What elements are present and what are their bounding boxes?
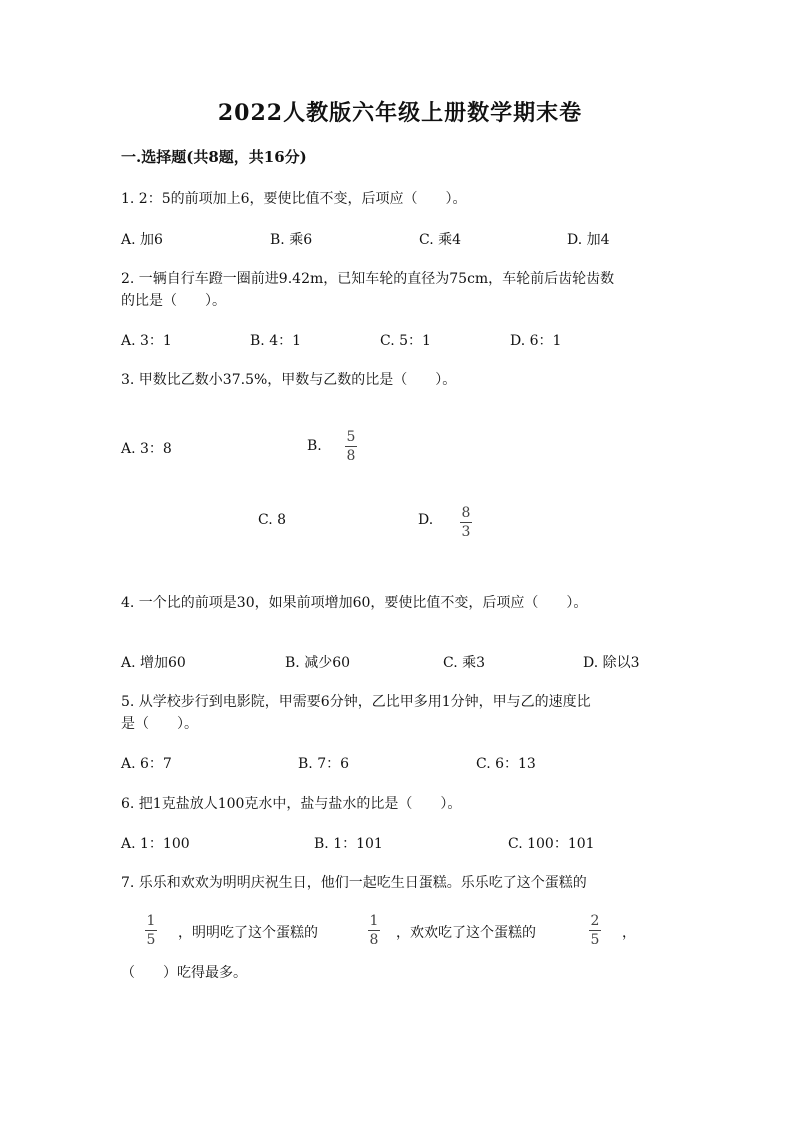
question-text-mid-2: ，欢欢吃了这个蛋糕的 <box>396 925 536 941</box>
fraction-bar <box>145 930 157 931</box>
option-b-fraction <box>345 430 357 463</box>
fraction-denominator: 8 <box>369 932 379 948</box>
option-b: B. 4：1 <box>250 333 302 349</box>
option-a: A. 3：8 <box>121 441 172 457</box>
option-a: A. 6：7 <box>121 756 172 772</box>
question-stem-cont: 是（ ）。 <box>121 716 198 732</box>
fraction-bar <box>368 930 380 931</box>
question-stem: 3. 甲数比乙数小37.5%，甲数与乙数的比是（ ）。 <box>121 372 457 388</box>
fraction-numerator: 8 <box>461 505 471 521</box>
option-d: D. 6：1 <box>510 333 562 349</box>
option-d: D. <box>418 512 434 528</box>
option-c: C. 乘4 <box>419 232 462 248</box>
fraction-numerator: 2 <box>590 913 600 929</box>
question-stem: 2. 一辆自行车蹬一圈前进9.42m，已知车轮的直径为75cm，车轮前后齿轮齿数 <box>121 271 615 287</box>
option-c: C. 5：1 <box>380 333 431 349</box>
section-heading: 一.选择题(共8题，共16分) <box>121 148 307 166</box>
question-stem-cont: （ ）吃得最多。 <box>121 965 247 981</box>
option-d: D. 加4 <box>567 232 610 248</box>
fraction-denominator: 3 <box>461 524 471 540</box>
question-text-mid-1: ，明明吃了这个蛋糕的 <box>178 925 318 941</box>
option-c: C. 乘3 <box>443 655 486 671</box>
fraction-denominator: 5 <box>590 932 600 948</box>
option-b: B. 乘6 <box>270 232 313 248</box>
fraction-2 <box>368 914 380 947</box>
fraction-numerator: 1 <box>146 913 156 929</box>
fraction-bar <box>460 522 472 523</box>
fraction-bar <box>589 930 601 931</box>
fraction-1 <box>145 914 157 947</box>
fraction-bar <box>345 446 357 447</box>
option-b: B. <box>307 438 322 454</box>
option-d-fraction <box>460 506 472 539</box>
question-stem: 5. 从学校步行到电影院，甲需要6分钟，乙比甲多用1分钟，甲与乙的速度比 <box>121 694 591 710</box>
option-a: A. 加6 <box>121 232 163 248</box>
fraction-numerator: 5 <box>346 429 356 445</box>
option-a: A. 3：1 <box>121 333 172 349</box>
option-b: B. 减少60 <box>285 655 351 671</box>
option-c: C. 100：101 <box>508 836 595 852</box>
question-stem: 6. 把1克盐放人100克水中，盐与盐水的比是（ ）。 <box>121 796 462 812</box>
question-text-end: ， <box>622 925 636 941</box>
option-a: A. 1：100 <box>121 836 190 852</box>
option-a: A. 增加60 <box>121 655 186 671</box>
question-stem: 7. 乐乐和欢欢为明明庆祝生日，他们一起吃生日蛋糕。乐乐吃了这个蛋糕的 <box>121 875 587 891</box>
fraction-numerator: 1 <box>369 913 379 929</box>
question-stem-cont: 的比是（ ）。 <box>121 293 226 309</box>
question-stem: 1. 2：5的前项加上6，要使比值不变，后项应（ ）。 <box>121 191 467 207</box>
option-b: B. 1：101 <box>314 836 383 852</box>
page-title: 2022人教版六年级上册数学期末卷 <box>217 100 583 126</box>
fraction-3 <box>589 914 601 947</box>
option-b: B. 7：6 <box>298 756 350 772</box>
question-stem: 4. 一个比的前项是30，如果前项增加60，要使比值不变，后项应（ ）。 <box>121 595 588 611</box>
option-d: D. 除以3 <box>583 655 640 671</box>
fraction-denominator: 8 <box>346 448 356 464</box>
fraction-denominator: 5 <box>146 932 156 948</box>
option-c: C. 6：13 <box>476 756 536 772</box>
option-c: C. 8 <box>258 512 287 528</box>
